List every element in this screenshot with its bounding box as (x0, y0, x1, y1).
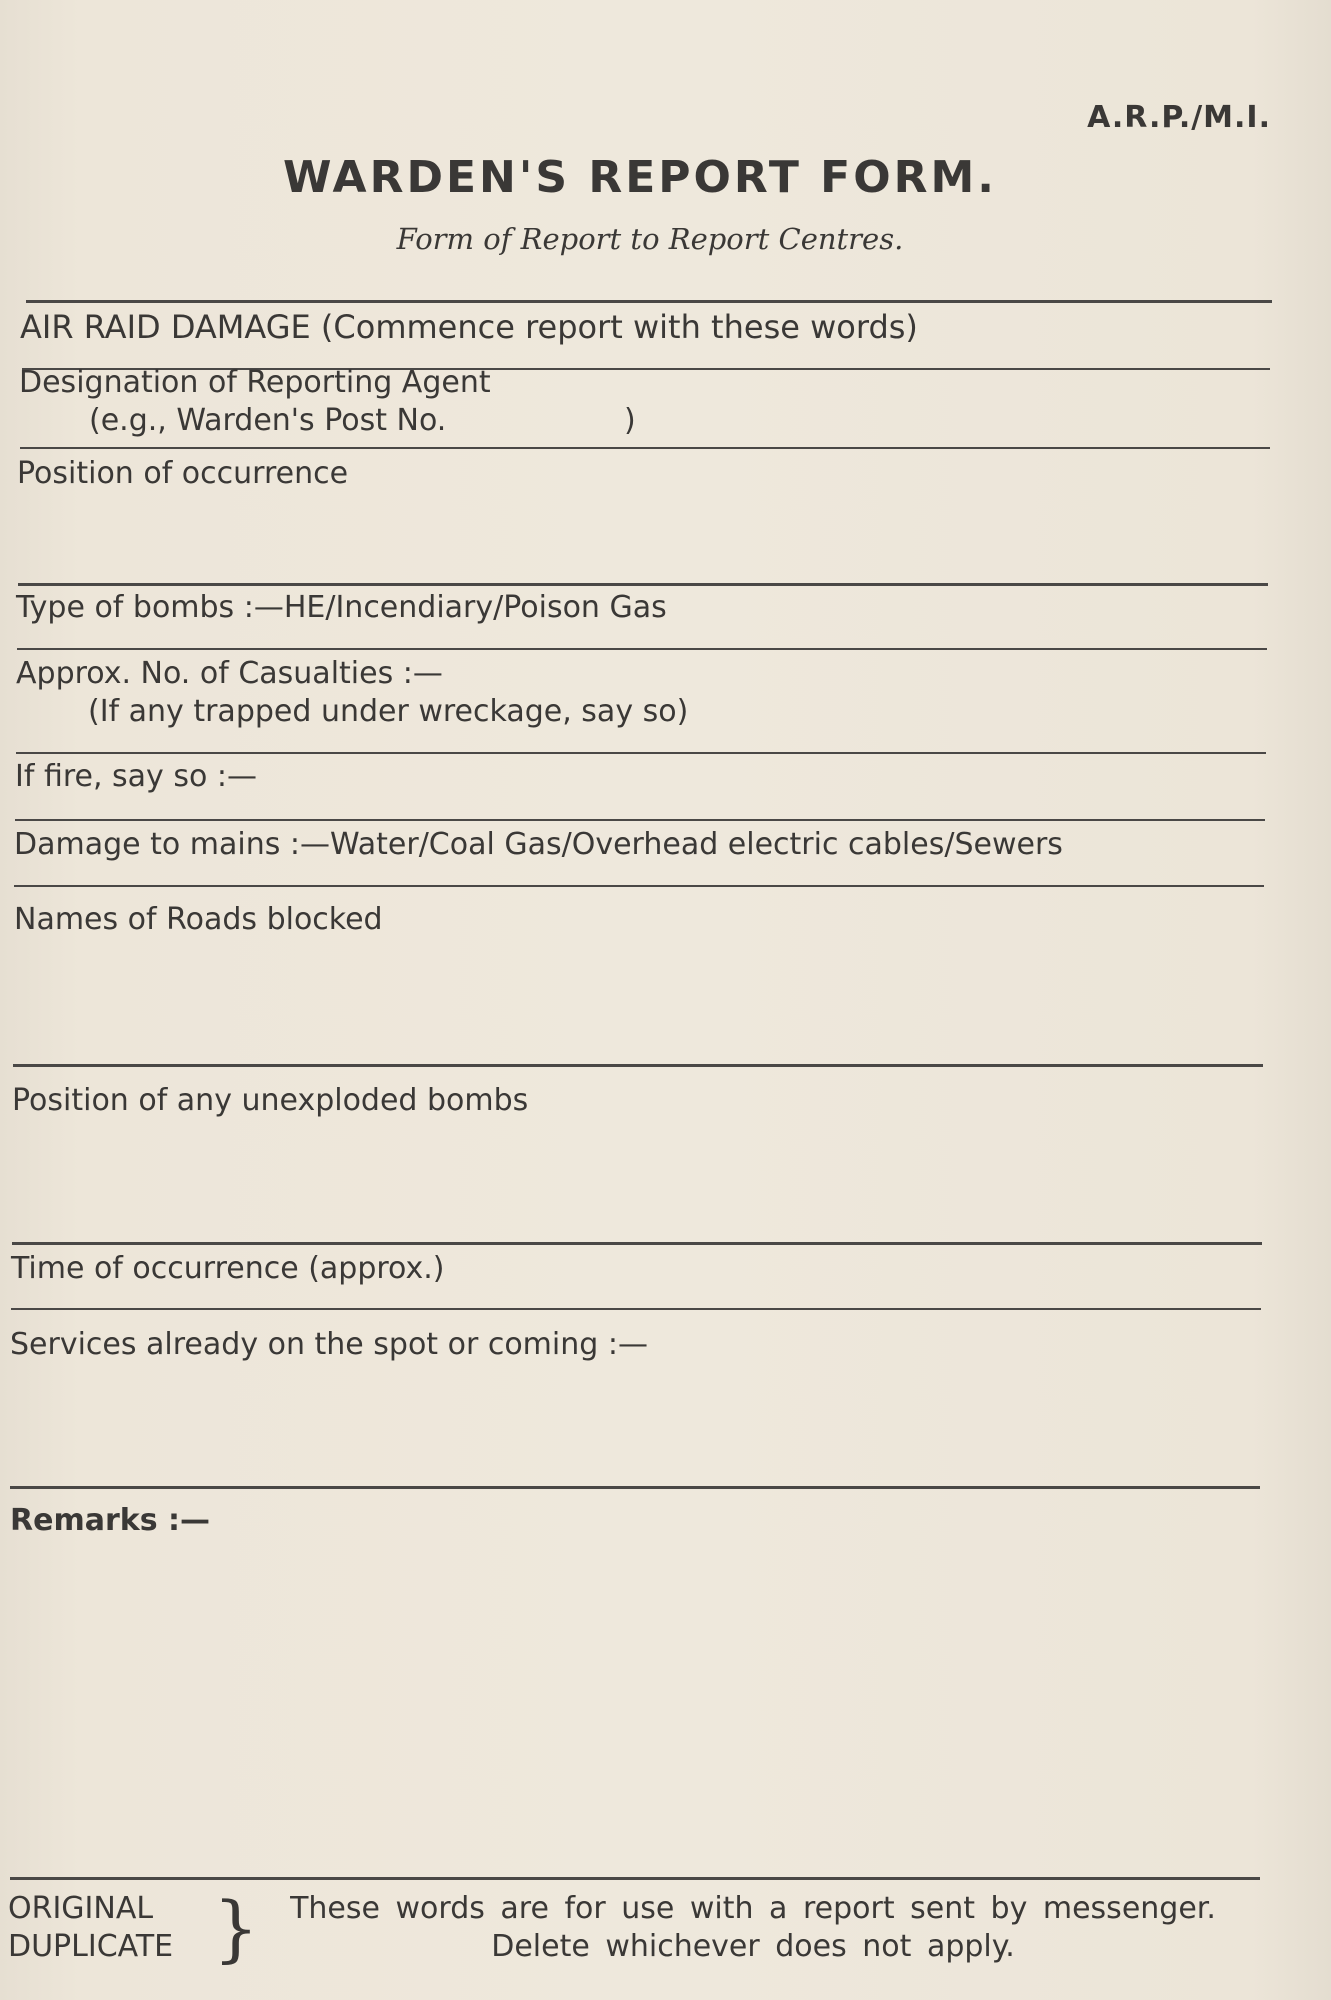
rule-roads (13, 1064, 1263, 1067)
field-remarks: Remarks :— (10, 1503, 210, 1538)
field-type-of-bombs: Type of bombs :—HE/Incendiary/Poison Gas (16, 590, 667, 625)
field-services: Services already on the spot or coming :— (10, 1327, 648, 1362)
designation-close-paren: ) (624, 403, 636, 438)
rule-time (11, 1308, 1261, 1310)
rule-bombs (17, 648, 1267, 650)
copy-labels (8, 1890, 173, 1966)
rule-fire (15, 819, 1265, 821)
designation-example: (e.g., Warden's Post No. (89, 403, 447, 438)
field-roads-blocked: Names of Roads blocked (14, 902, 383, 937)
casualties-note: (If any trapped under wreckage, say so) (88, 694, 689, 729)
rule-position (18, 583, 1268, 586)
field-unexploded-bombs: Position of any unexploded bombs (12, 1083, 529, 1118)
footer-instructions (253, 1890, 1253, 1966)
rule-services (10, 1486, 1260, 1489)
field-if-fire: If fire, say so :— (15, 759, 257, 794)
field-air-raid-damage: AIR RAID DAMAGE (Commence report with these words) (20, 308, 918, 346)
casualties-label: Approx. No. of Casualties :— (16, 656, 443, 691)
footer-note (8, 1886, 1298, 1980)
form-code: A.R.P./M.I. (1087, 100, 1271, 135)
rule-remarks (10, 1877, 1260, 1880)
field-position-of-occurrence: Position of occurrence (17, 456, 349, 491)
field-damage-to-mains: Damage to mains :—Water/Coal Gas/Overhead electric cables/Sewers (14, 827, 1063, 862)
field-time-of-occurrence: Time of occurrence (approx.) (11, 1251, 445, 1286)
field-designation (19, 364, 636, 440)
field-casualties (16, 655, 688, 731)
duplicate-label: DUPLICATE (8, 1929, 174, 1964)
form-subtitle: Form of Report to Report Centres. (396, 222, 904, 256)
rule-top (26, 300, 1272, 303)
form-title: WARDEN'S REPORT FORM. (282, 152, 998, 203)
rule-casualties (16, 752, 1266, 754)
brace-icon: } (213, 1886, 259, 1970)
rule-designation (20, 447, 1270, 449)
rule-unexploded (12, 1242, 1262, 1245)
original-label: ORIGINAL (8, 1891, 154, 1926)
footer-note-line2: Delete whichever does not apply. (491, 1929, 1015, 1964)
footer-note-line1: These words are for use with a report sent by messenger. (290, 1891, 1216, 1926)
rule-mains (14, 885, 1264, 887)
designation-label: Designation of Reporting Agent (19, 365, 491, 400)
